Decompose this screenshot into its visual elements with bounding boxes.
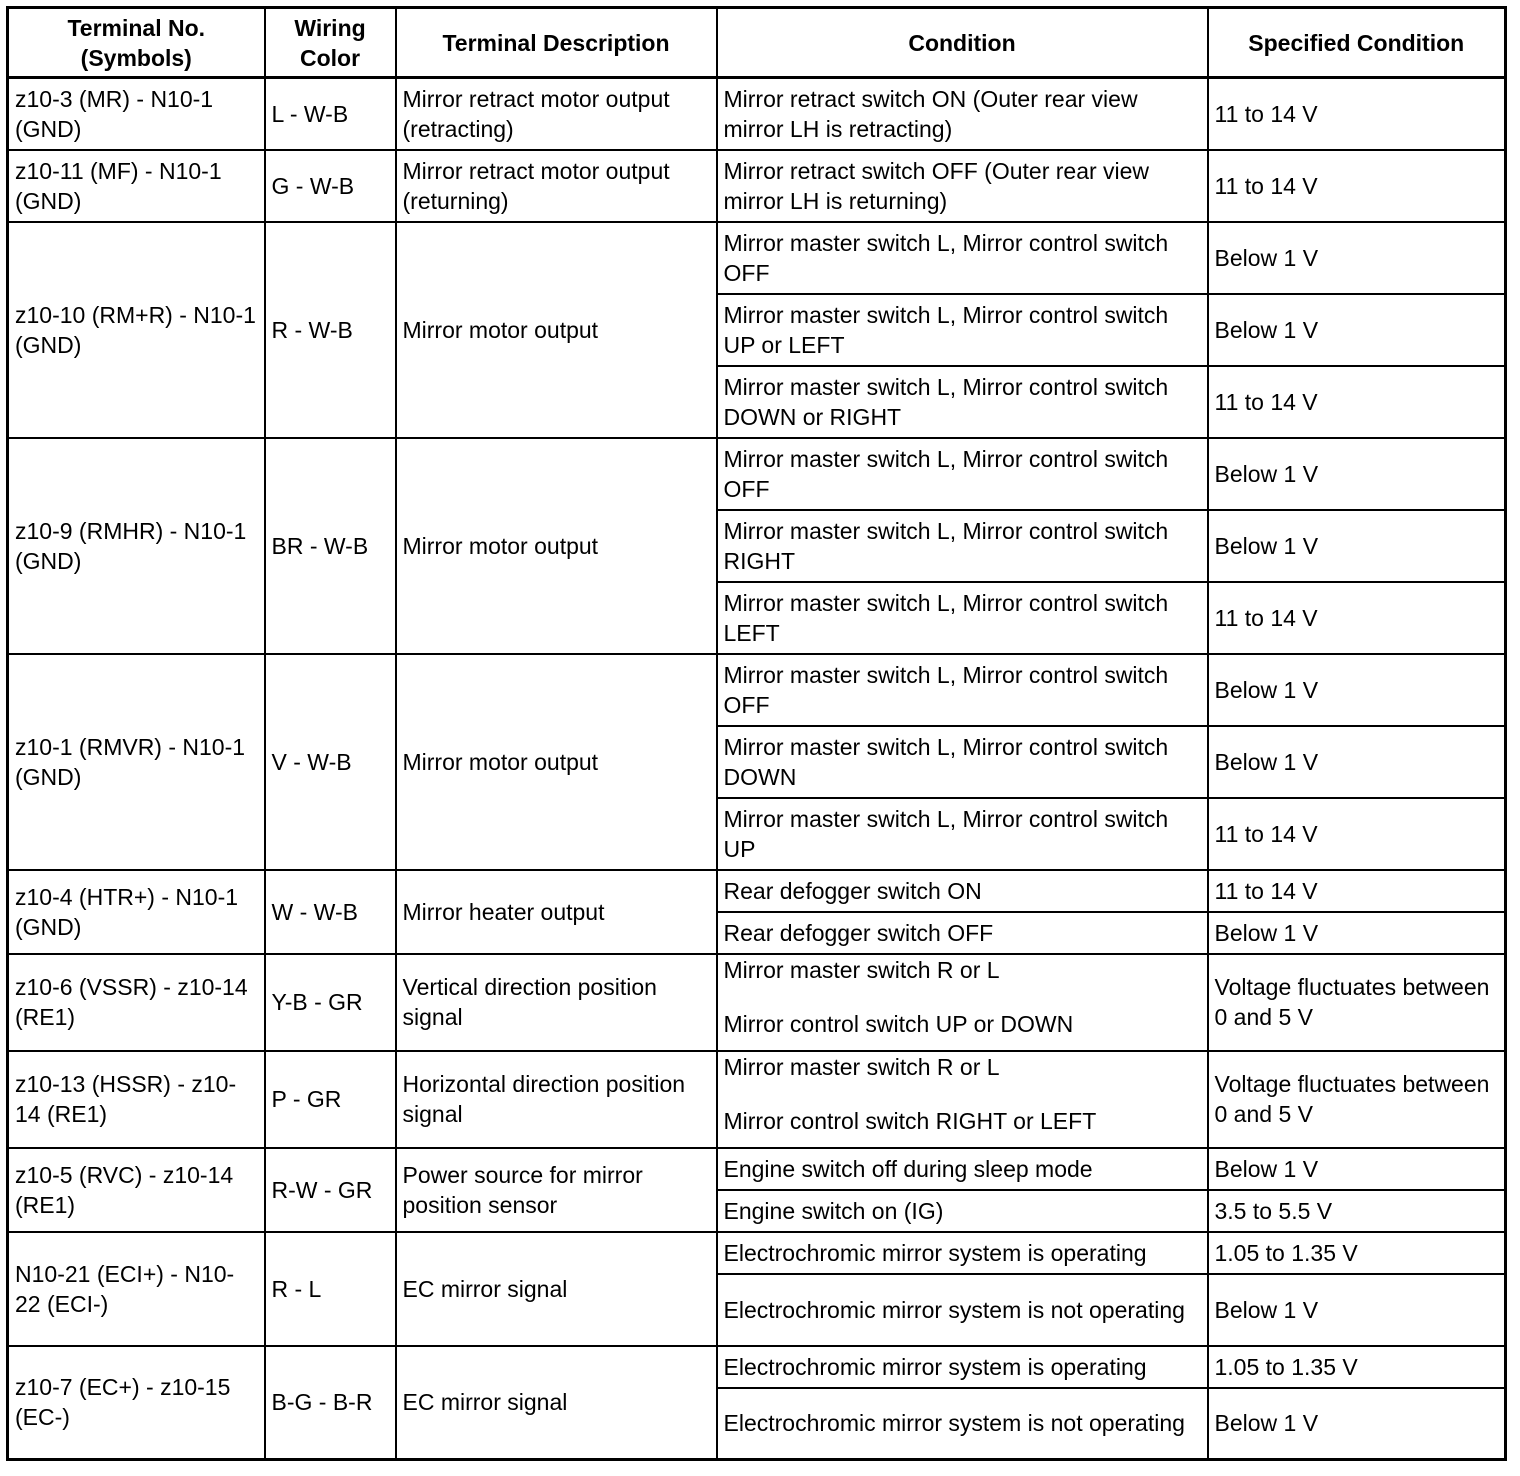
terminal-cell: z10-10 (RM+R) - N10-1 (GND) <box>8 222 265 438</box>
table-row <box>8 1232 1506 1274</box>
terminal-cell: N10-21 (ECI+) - N10-22 (ECI-) <box>8 1232 265 1346</box>
condition-cell: Mirror master switch L, Mirror control switch DOWN or RIGHT <box>717 366 1208 438</box>
table-row <box>8 438 1506 510</box>
wiring-color-cell: BR - W-B <box>265 438 396 654</box>
wiring-color-cell: V - W-B <box>265 654 396 870</box>
specified-condition-cell: 1.05 to 1.35 V <box>1208 1232 1506 1274</box>
specified-condition-cell: Below 1 V <box>1208 726 1506 798</box>
specified-condition-cell: 3.5 to 5.5 V <box>1208 1190 1506 1232</box>
specified-condition-cell: Below 1 V <box>1208 1148 1506 1190</box>
header-wiring-color: Wiring Color <box>265 8 396 78</box>
description-cell: Mirror motor output <box>396 222 717 438</box>
condition-cell: Electrochromic mirror system is not operating <box>717 1274 1208 1346</box>
table-row <box>8 1051 1506 1148</box>
condition-cell: Mirror retract switch ON (Outer rear view mirror LH is retracting) <box>717 78 1208 150</box>
terminal-cell: z10-5 (RVC) - z10-14 (RE1) <box>8 1148 265 1232</box>
wiring-color-cell: L - W-B <box>265 78 396 150</box>
condition-line: Mirror master switch R or L <box>723 1053 1000 1080</box>
condition-cell: Mirror master switch L, Mirror control switch RIGHT <box>717 510 1208 582</box>
specified-condition-cell: Voltage fluctuates between 0 and 5 V <box>1208 1051 1506 1148</box>
condition-cell: Electrochromic mirror system is operating <box>717 1346 1208 1388</box>
terminal-cell: z10-13 (HSSR) - z10-14 (RE1) <box>8 1051 265 1148</box>
condition-cell <box>717 954 1208 1051</box>
condition-cell: Mirror master switch L, Mirror control switch OFF <box>717 654 1208 726</box>
condition-cell: Mirror retract switch OFF (Outer rear view mirror LH is returning) <box>717 150 1208 222</box>
specified-condition-cell: 11 to 14 V <box>1208 798 1506 870</box>
table-header-row <box>8 8 1506 78</box>
specified-condition-cell: Below 1 V <box>1208 1388 1506 1460</box>
wiring-color-cell: Y-B - GR <box>265 954 396 1051</box>
table-row <box>8 1346 1506 1388</box>
description-cell: Mirror retract motor output (retracting) <box>396 78 717 150</box>
specified-condition-cell: 11 to 14 V <box>1208 150 1506 222</box>
specified-condition-cell: 11 to 14 V <box>1208 870 1506 912</box>
wiring-color-cell: W - W-B <box>265 870 396 954</box>
table-body <box>8 78 1506 1460</box>
table-row <box>8 870 1506 912</box>
condition-cell <box>717 1051 1208 1148</box>
table-row <box>8 78 1506 150</box>
terminal-table-container <box>6 6 1507 1461</box>
wiring-color-cell: P - GR <box>265 1051 396 1148</box>
terminal-cell: z10-1 (RMVR) - N10-1 (GND) <box>8 654 265 870</box>
header-specified-condition: Specified Condition <box>1208 8 1506 78</box>
specified-condition-cell: Below 1 V <box>1208 294 1506 366</box>
condition-line: Mirror control switch UP or DOWN <box>723 1010 1074 1037</box>
table-row <box>8 1148 1506 1190</box>
condition-cell: Electrochromic mirror system is not operating <box>717 1388 1208 1460</box>
condition-cell: Engine switch on (IG) <box>717 1190 1208 1232</box>
condition-cell: Engine switch off during sleep mode <box>717 1148 1208 1190</box>
condition-cell: Mirror master switch L, Mirror control switch DOWN <box>717 726 1208 798</box>
wiring-color-cell: G - W-B <box>265 150 396 222</box>
header-terminal-description: Terminal Description <box>396 8 717 78</box>
terminal-cell: z10-11 (MF) - N10-1 (GND) <box>8 150 265 222</box>
specified-condition-cell: 11 to 14 V <box>1208 582 1506 654</box>
condition-line: Mirror master switch R or L <box>723 956 1000 983</box>
table-row <box>8 954 1506 1051</box>
terminal-cell: z10-3 (MR) - N10-1 (GND) <box>8 78 265 150</box>
description-cell: Mirror heater output <box>396 870 717 954</box>
table-row <box>8 654 1506 726</box>
terminal-cell: z10-6 (VSSR) - z10-14 (RE1) <box>8 954 265 1051</box>
specified-condition-cell: Below 1 V <box>1208 510 1506 582</box>
specified-condition-cell: Below 1 V <box>1208 222 1506 294</box>
specified-condition-cell: Below 1 V <box>1208 912 1506 954</box>
wiring-color-cell: B-G - B-R <box>265 1346 396 1460</box>
description-cell: EC mirror signal <box>396 1346 717 1460</box>
table-row <box>8 150 1506 222</box>
wiring-color-cell: R - W-B <box>265 222 396 438</box>
condition-cell: Rear defogger switch OFF <box>717 912 1208 954</box>
condition-cell: Mirror master switch L, Mirror control switch OFF <box>717 438 1208 510</box>
header-condition: Condition <box>717 8 1208 78</box>
terminal-cell: z10-7 (EC+) - z10-15 (EC-) <box>8 1346 265 1460</box>
terminal-spec-table <box>6 6 1507 1461</box>
condition-cell: Mirror master switch L, Mirror control switch OFF <box>717 222 1208 294</box>
condition-cell: Electrochromic mirror system is operating <box>717 1232 1208 1274</box>
terminal-cell: z10-4 (HTR+) - N10-1 (GND) <box>8 870 265 954</box>
condition-line: Mirror control switch RIGHT or LEFT <box>723 1107 1097 1134</box>
terminal-cell: z10-9 (RMHR) - N10-1 (GND) <box>8 438 265 654</box>
header-terminal: Terminal No. (Symbols) <box>8 8 265 78</box>
description-cell: Mirror motor output <box>396 438 717 654</box>
condition-cell: Mirror master switch L, Mirror control switch LEFT <box>717 582 1208 654</box>
condition-cell: Mirror master switch L, Mirror control switch UP or LEFT <box>717 294 1208 366</box>
description-cell: Vertical direction position signal <box>396 954 717 1051</box>
specified-condition-cell: 1.05 to 1.35 V <box>1208 1346 1506 1388</box>
description-cell: Mirror retract motor output (returning) <box>396 150 717 222</box>
wiring-color-cell: R-W - GR <box>265 1148 396 1232</box>
description-cell: EC mirror signal <box>396 1232 717 1346</box>
specified-condition-cell: Voltage fluctuates between 0 and 5 V <box>1208 954 1506 1051</box>
condition-cell: Rear defogger switch ON <box>717 870 1208 912</box>
description-cell: Horizontal direction position signal <box>396 1051 717 1148</box>
description-cell: Power source for mirror position sensor <box>396 1148 717 1232</box>
condition-cell: Mirror master switch L, Mirror control switch UP <box>717 798 1208 870</box>
specified-condition-cell: Below 1 V <box>1208 1274 1506 1346</box>
specified-condition-cell: 11 to 14 V <box>1208 78 1506 150</box>
table-row <box>8 222 1506 294</box>
specified-condition-cell: Below 1 V <box>1208 654 1506 726</box>
wiring-color-cell: R - L <box>265 1232 396 1346</box>
description-cell: Mirror motor output <box>396 654 717 870</box>
specified-condition-cell: Below 1 V <box>1208 438 1506 510</box>
condition-line-gap <box>724 985 1201 1009</box>
specified-condition-cell: 11 to 14 V <box>1208 366 1506 438</box>
condition-line-gap <box>724 1082 1201 1106</box>
